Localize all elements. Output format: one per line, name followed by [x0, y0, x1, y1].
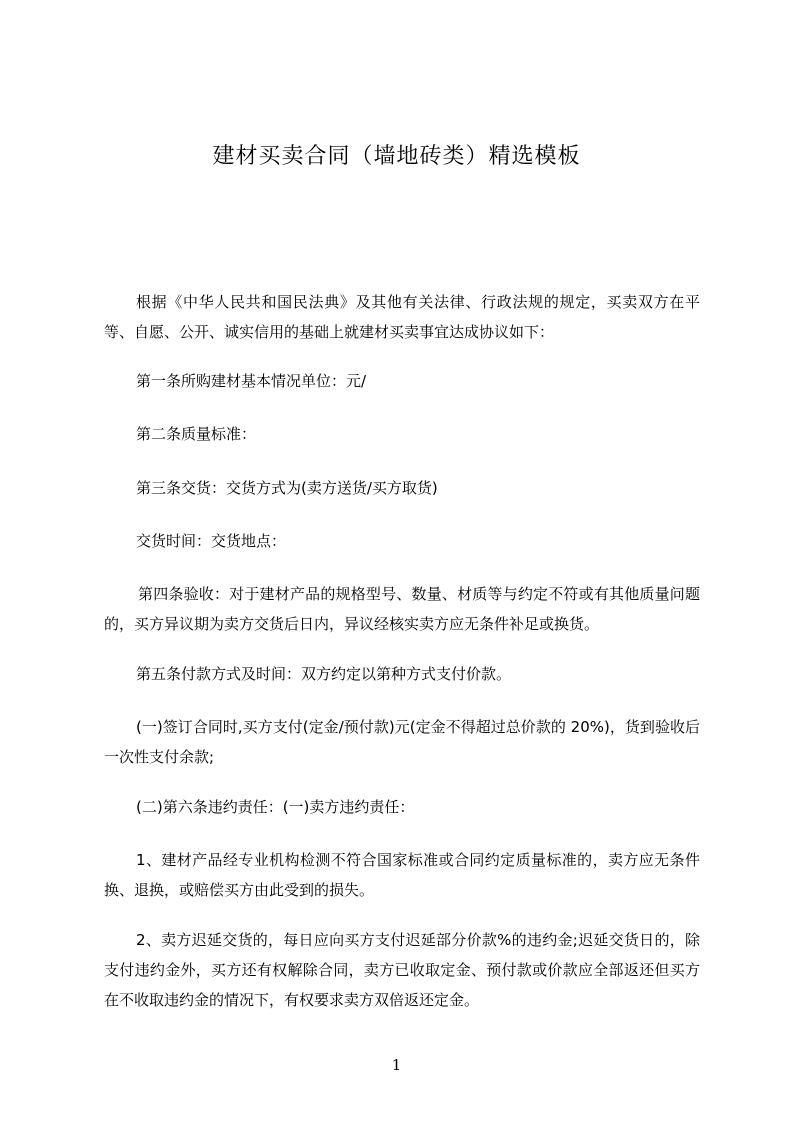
article-6-paragraph: (二)第六条违约责任：(一)卖方违约责任：: [136, 798, 415, 816]
article-5-paragraph: 第五条付款方式及时间：双方约定以第种方式支付价款。: [136, 665, 512, 683]
delivery-time-paragraph: 交货时间：交货地点：: [136, 532, 287, 550]
preamble-paragraph: 根据《中华人民共和国民法典》及其他有关法律、行政法规的规定，买卖双方在平等、自愿、公开、诚实信用的基础上就建材买卖事宜达成协议如下：: [104, 293, 700, 341]
page-number: 1: [391, 1056, 402, 1074]
liability-item-2-paragraph: 2、卖方迟延交货的，每日应向买方支付迟延部分价款%的违约金;迟延交货日的，除支付违约金外，买方还有权解除合同，卖方已收取定金、预付款或价款应全部返还但买方在不收取违约金的情况下，有权要求卖方双倍返还定金。: [104, 931, 700, 1009]
document-title: 建材买卖合同（墙地砖类）精选模板: [212, 144, 581, 169]
article-3-paragraph: 第三条交货：交货方式为(卖方送货/买方取货): [136, 479, 438, 497]
payment-option-1-paragraph: (一)签订合同时,买方支付(定金/预付款)元(定金不得超过总价款的 20%)，货到验收后一次性支付余款;: [104, 718, 700, 766]
article-2-paragraph: 第二条质量标准：: [136, 425, 257, 443]
article-1-paragraph: 第一条所购建材基本情况单位：元/: [136, 372, 367, 390]
article-4-paragraph: 第四条验收：对于建材产品的规格型号、数量、材质等与约定不符或有其他质量问题的，买方异议期为卖方交货后日内，异议经核实卖方应无条件补足或换货。: [104, 585, 700, 633]
liability-item-1-paragraph: 1、建材产品经专业机构检测不符合国家标准或合同约定质量标准的，卖方应无条件换、退换，或赔偿买方由此受到的损失。: [104, 851, 700, 899]
